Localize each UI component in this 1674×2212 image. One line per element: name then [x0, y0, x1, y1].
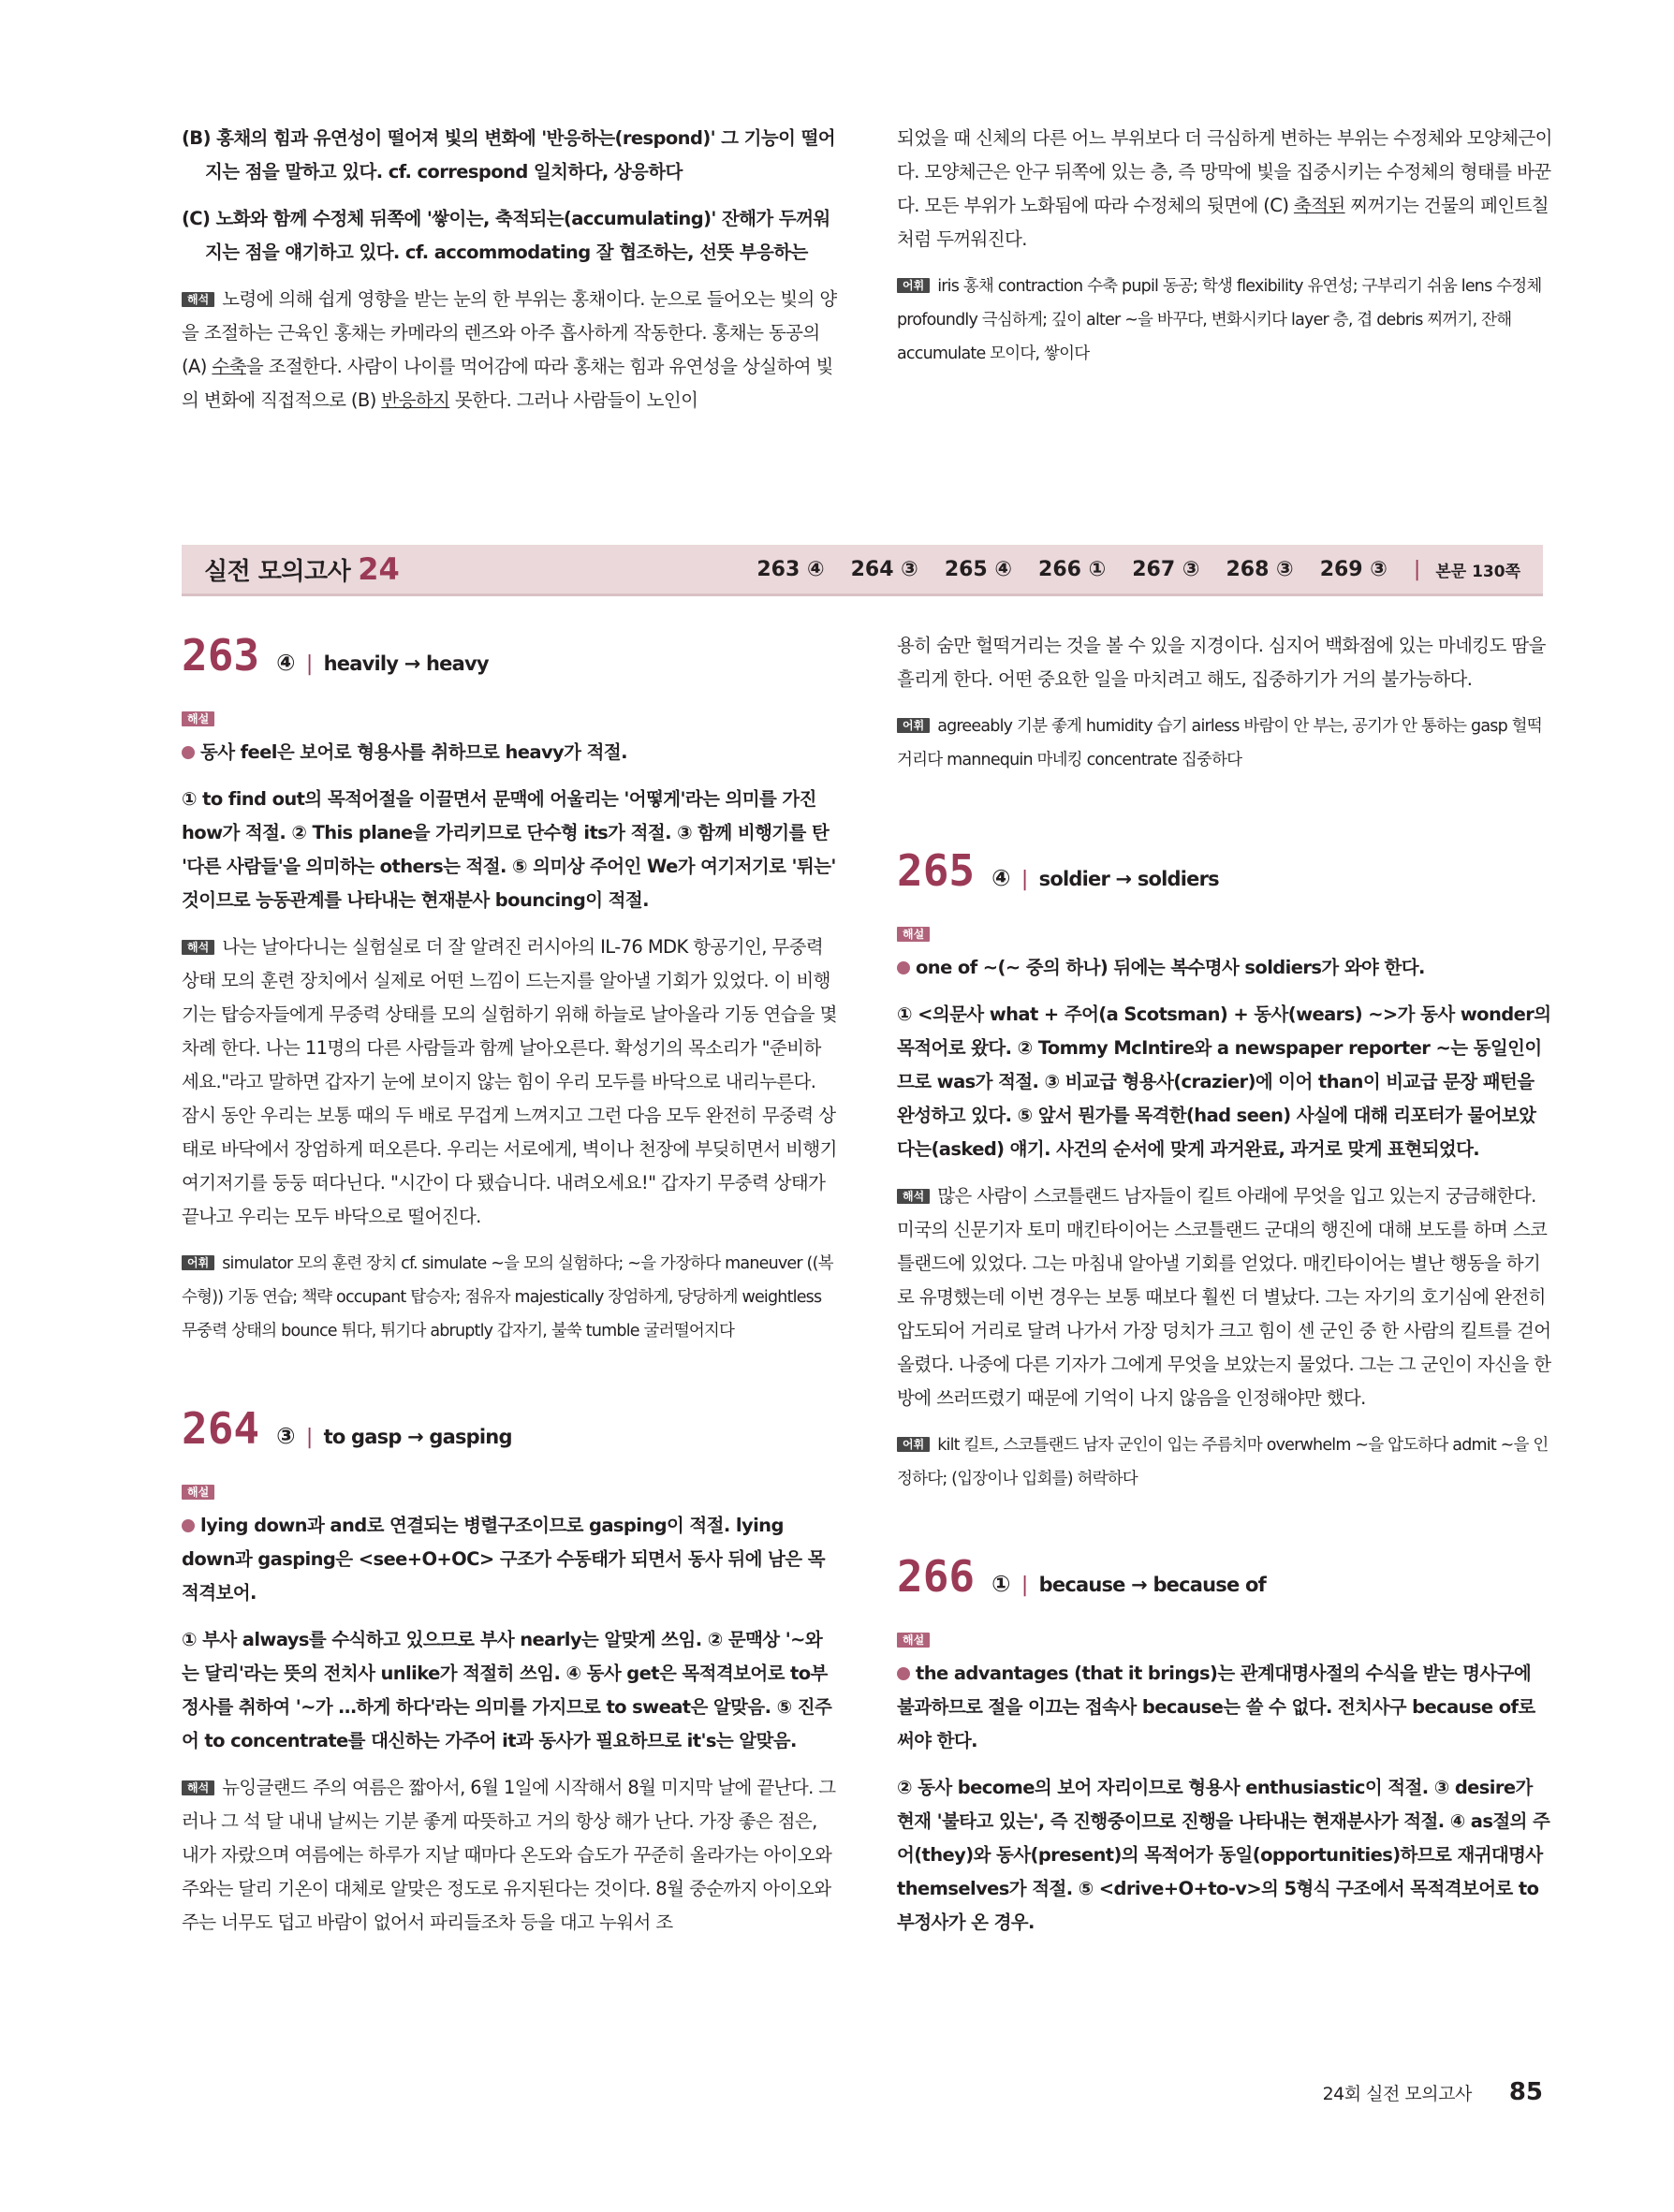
q264-vocab-text: agreeably 기분 좋게 humidity 습기 airless 바람이 안 부는, 공기가 안 통하는 gasp 헐떡거리다 mannequin 마네킹 concentrate 집중하다: [897, 717, 1542, 769]
answer-268: 268 ③: [1226, 557, 1294, 581]
q265-main-text: one of ~(~ 중의 하나) 뒤에는 복수명사 soldiers가 와야 한다.: [916, 957, 1425, 978]
q263-divider: |: [305, 652, 313, 676]
vocab-text: iris 홍채 contraction 수축 pupil 동공; 학생 flexibility 유연성; 구부리기 쉬움 lens 수정체 profoundly 극심하게; 깊이 alter ~을 바꾸다, 변화시키다 layer 층, 겹 debris 찌꺼기, 잔해 accumulate 모이다, 쌓이다: [897, 277, 1542, 363]
bullet-dot-icon: [897, 1667, 910, 1680]
top-left-column: [182, 122, 837, 417]
left-column: [182, 629, 837, 1940]
q264-main-text: lying down과 and로 연결되는 병렬구조이므로 gasping이 적절. lying down과 gasping은 <see+O+OC> 구조가 수동태가 되면서 동사 뒤에 남은 목적격보어.: [182, 1515, 825, 1604]
translation-tag: 해석: [182, 292, 214, 307]
page-number: 85: [1508, 2078, 1543, 2106]
answer-267: 267 ③: [1132, 557, 1200, 581]
q265-trans-tag: 해석: [897, 1189, 930, 1204]
q264-vocab-tag: 어휘: [897, 718, 930, 733]
q266-expl-tag: 해설: [897, 1633, 930, 1648]
q264-others: ① 부사 always를 수식하고 있으므로 부사 nearly는 알맞게 쓰임. ② 문맥상 '~와는 달리'라는 뜻의 전치사 unlike가 적절히 쓰임. ④ 동사 get은 목적격보어로 to부정사를 취하여 '~가 …하게 하다'라는 의미를 가지므로 to sweat은 알맞음. ⑤ 진주어 to concentrate를 대신하는 가주어 it과 동사가 필요하므로 it's는 알맞음.: [182, 1629, 832, 1751]
option-c-note: (C) 노화와 함께 수정체 뒤쪽에 '쌓이는, 축적되는(accumulating)' 잔해가 두꺼워지는 점을 얘기하고 있다. cf. accommodating 잘 협조하는, 선뜻 부응하는: [182, 208, 830, 263]
q265-number: 265: [897, 845, 976, 896]
page-footer: [1323, 2078, 1543, 2106]
bullet-dot-icon: [182, 746, 195, 759]
q265-correction: soldier → soldiers: [1038, 868, 1219, 890]
q266-correction: because → because of: [1038, 1574, 1266, 1596]
q265-vocab-tag: 어휘: [897, 1437, 930, 1452]
q264-correction: to gasp → gasping: [323, 1426, 512, 1448]
q265-main: [897, 951, 1552, 985]
option-b-note: (B) 홍채의 힘과 유연성이 떨어져 빛의 변화에 '반응하는(respond)' 그 기능이 떨어지는 점을 말하고 있다. cf. correspond 일치하다, 상응하다: [182, 127, 835, 183]
q264-divider: |: [305, 1426, 313, 1449]
q266-header: [897, 1550, 1552, 1603]
answer-263: 263 ④: [756, 557, 825, 581]
translation-text-c: 못한다. 그러나 사람들이 노인이: [449, 389, 698, 411]
q263-vocab-text: simulator 모의 훈련 장치 cf. simulate ~을 모의 실험하다; ~을 가장하다 maneuver ((복수형)) 기동 연습; 책략 occupant 탑승자; 점유자 majestically 장엄하게, 당당하게 weightless 무중력 상태의 bounce 튀다, 튀기다 abruptly 갑자기, 불쑥 tumble 굴러떨어지다: [182, 1254, 833, 1340]
q266-divider: |: [1021, 1574, 1028, 1597]
q264-expl-tag: 해설: [182, 1485, 214, 1500]
q264-translation: [182, 1771, 837, 1940]
q266-others: ② 동사 become의 보어 자리이므로 형용사 enthusiastic이 적절. ③ desire가 현재 '불타고 있는', 즉 진행중이므로 진행을 나타내는 현재분사가 적절. ④ as절의 주어(they)와 동사(present)의 목적어가 동일(opportunities)하므로 재귀대명사 themselves가 적절. ⑤ <drive+O+to-v>의 5형식 구조에서 목적격보어로 to부정사가 온 경우.: [897, 1777, 1550, 1933]
q263-main-text: 동사 feel은 보어로 형용사를 취하므로 heavy가 적절.: [200, 741, 627, 763]
q264-number: 264: [182, 1403, 260, 1454]
q264-main: [182, 1509, 837, 1610]
answer-key: [730, 558, 1520, 581]
q265-trans-text: 많은 사람이 스코틀랜드 남자들이 킬트 아래에 무엇을 입고 있는지 궁금해한다. 미국의 신문기자 토미 매킨타이어는 스코틀랜드 군대의 행진에 대해 보도를 하며 스코틀랜드에 있었다. 그는 마침내 알아낼 기회를 얻었다. 매킨타이어는 별난 행동을 하기로 유명했는데 이번 경우는 보통 때보다 훨씬 더 별났다. 그는 자기의 호기심에 완전히 압도되어 거리로 달려 나가서 가장 덩치가 크고 힘이 센 군인 중 한 사람의 킬트를 걷어 올렸다. 나중에 다른 기자가 그에게 무엇을 보았는지 물었다. 그는 그 군인이 자신을 한 방에 쓰러뜨렸기 때문에 기억이 나지 않음을 인정해야만 했다.: [897, 1185, 1551, 1409]
translation-text-a: 노령에 의해 쉽게 영향을 받는 눈의 한 부위는 홍채이다. 눈으로 들어오는 빛의 양을 조절하는 근육인 홍채는 카메라의 렌즈와 아주 흡사하게 작동한다. 홍채는 동공의 (A): [182, 288, 837, 377]
underlined-contraction: 수축: [212, 356, 246, 377]
q266-main-text: the advantages (that it brings)는 관계대명사절의 수식을 받는 명사구에 불과하므로 절을 이끄는 접속사 because는 쓸 수 없다. 전치사구 because of로 써야 한다.: [897, 1663, 1535, 1751]
vocab-tag: 어휘: [897, 278, 930, 293]
band-reference: 본문 130쪽: [1435, 562, 1520, 581]
q263-main: [182, 736, 837, 769]
top-right-translation: [897, 122, 1552, 256]
q265-answer: ④: [991, 865, 1010, 891]
answer-266: 266 ①: [1038, 557, 1107, 581]
q264-trans-text: 뉴잉글랜드 주의 여름은 짧아서, 6월 1일에 시작해서 8월 미지막 날에 끝난다. 그러나 그 석 달 내내 날씨는 기분 좋게 따뜻하고 거의 항상 해가 난다. 가장 좋은 점은, 내가 자랐으며 여름에는 하루가 지날 때마다 온도와 습도가 꾸준히 올라가는 아이오와 주와는 달리 기온이 대체로 알맞은 정도로 유지된다는 것이다. 8월 중순까지 아이오와 주는 너무도 덥고 바람이 없어서 파리들조차 등을 대고 누워서 조: [182, 1777, 836, 1933]
q265-translation: [897, 1179, 1552, 1415]
underlined-respond: 반응하지: [381, 389, 450, 411]
q264-header: [182, 1402, 837, 1455]
q263-vocab-tag: 어휘: [182, 1255, 214, 1270]
q266-main: [897, 1657, 1552, 1758]
translation-cont-b: 찌꺼기는 건물의 페인트칠처럼 두꺼워진다.: [897, 195, 1549, 250]
q264-answer: ③: [276, 1423, 295, 1449]
q263-correction: heavily → heavy: [323, 652, 489, 675]
bullet-dot-icon: [897, 961, 910, 974]
q263-expl-tag: 해설: [182, 711, 214, 726]
q266-number: 266: [897, 1551, 976, 1602]
q263-others: ① to find out의 목적어절을 이끌면서 문맥에 어울리는 '어떻게'라는 의미를 가진 how가 적절. ② This plane을 가리키므로 단수형 its가 적절. ③ 함께 비행기를 탄 '다른 사람들'을 의미하는 others는 적절. ⑤ 의미상 주어인 We가 여기저기로 '튀는' 것이므로 능동관계를 나타내는 현재분사 bouncing이 적절.: [182, 788, 836, 911]
top-translation: [182, 283, 837, 417]
q263-answer: ④: [276, 650, 295, 676]
q263-vocab: [182, 1247, 837, 1348]
q264-vocab: [897, 710, 1552, 777]
q264-translation-cont: 용히 숨만 헐떡거리는 것을 볼 수 있을 지경이다. 심지어 백화점에 있는 마네킹도 땀을 흘리게 한다. 어떤 중요한 일을 마치려고 해도, 집중하기가 거의 불가능하다.: [897, 635, 1546, 690]
right-column: [897, 629, 1552, 1940]
bullet-dot-icon: [182, 1519, 195, 1532]
q265-vocab-text: kilt 킬트, 스코틀랜드 남자 군인이 입는 주름치마 overwhelm ~을 압도하다 admit ~을 인정하다; (입장이나 입회를) 허락하다: [897, 1436, 1549, 1488]
top-right-column: [897, 122, 1552, 371]
q265-vocab: [897, 1428, 1552, 1496]
q263-trans-tag: 해석: [182, 940, 214, 955]
q263-header: [182, 629, 837, 681]
underlined-accumulated: 축적된: [1293, 195, 1345, 216]
translation-cont-a: 되었을 때 신체의 다른 어느 부위보다 더 극심하게 변하는 부위는 수정체와 모양체근이다. 모양체근은 안구 뒤쪽에 있는 층, 즉 망막에 빛을 집중시키는 수정체의 형태를 바꾼다. 모든 부위가 노화됨에 따라 수정체의 뒷면에 (C): [897, 127, 1552, 216]
q264-trans-tag: 해석: [182, 1780, 214, 1795]
q263-trans-text: 나는 날아다니는 실험실로 더 잘 알려진 러시아의 IL-76 MDK 항공기인, 무중력 상태 모의 훈련 장치에서 실제로 어떤 느낌이 드는지를 알아낼 기회가 있었다. 이 비행기는 탑승자들에게 무중력 상태를 모의 실험하기 위해 하늘로 날아올라 기동 연습을 몇 차례 한다. 나는 11명의 다른 사람들과 함께 날아오른다. 확성기의 목소리가 "준비하세요."라고 말하면 갑자기 눈에 보이지 않는 힘이 우리 모두를 바닥으로 내리누른다. 잠시 동안 우리는 보통 때의 두 배로 무겁게 느껴지고 그런 다음 모두 완전히 무중력 상태로 바닥에서 장엄하게 떠오른다. 우리는 서로에게, 벽이나 천장에 부딪히면서 비행기 여기저기를 둥둥 떠다닌다. "시간이 다 됐습니다. 내려오세요!" 갑자기 무중력 상태가 끝나고 우리는 모두 바닥으로 떨어진다.: [182, 936, 837, 1227]
q265-header: [897, 844, 1552, 897]
q265-others: ① <의문사 what + 주어(a Scotsman) + 동사(wears) ~>가 동사 wonder의 목적어로 왔다. ② Tommy McIntire와 a newspaper reporter ~는 동일인이므로 was가 적절. ③ 비교급 형용사(crazier)에 이어 than이 비교급 문장 패턴을 완성하고 있다. ⑤ 앞서 뭔가를 목격한(had seen) 사실에 대해 리포터가 물어보았다는(asked) 얘기. 사건의 순서에 맞게 과거완료, 과거로 맞게 표현되었다.: [897, 1003, 1551, 1160]
q263-number: 263: [182, 630, 260, 681]
q265-expl-tag: 해설: [897, 927, 930, 942]
translation-text-b: 을 조절한다. 사람이 나이를 먹어감에 따라 홍채는 힘과 유연성을 상실하여 빛의 변화에 직접적으로 (B): [182, 356, 833, 411]
section-band: [182, 545, 1543, 596]
band-divider: |: [1413, 557, 1421, 581]
answer-269: 269 ③: [1319, 557, 1388, 581]
q266-answer: ①: [991, 1571, 1010, 1597]
top-vocab: [897, 270, 1552, 371]
answer-264: 264 ③: [850, 557, 918, 581]
band-number: 24: [358, 551, 400, 587]
answer-265: 265 ④: [944, 557, 1013, 581]
q263-translation: [182, 930, 837, 1234]
footer-label: 24회 실전 모의고사: [1322, 2084, 1472, 2104]
q265-divider: |: [1021, 868, 1028, 891]
band-title: 실전 모의고사: [204, 557, 351, 586]
